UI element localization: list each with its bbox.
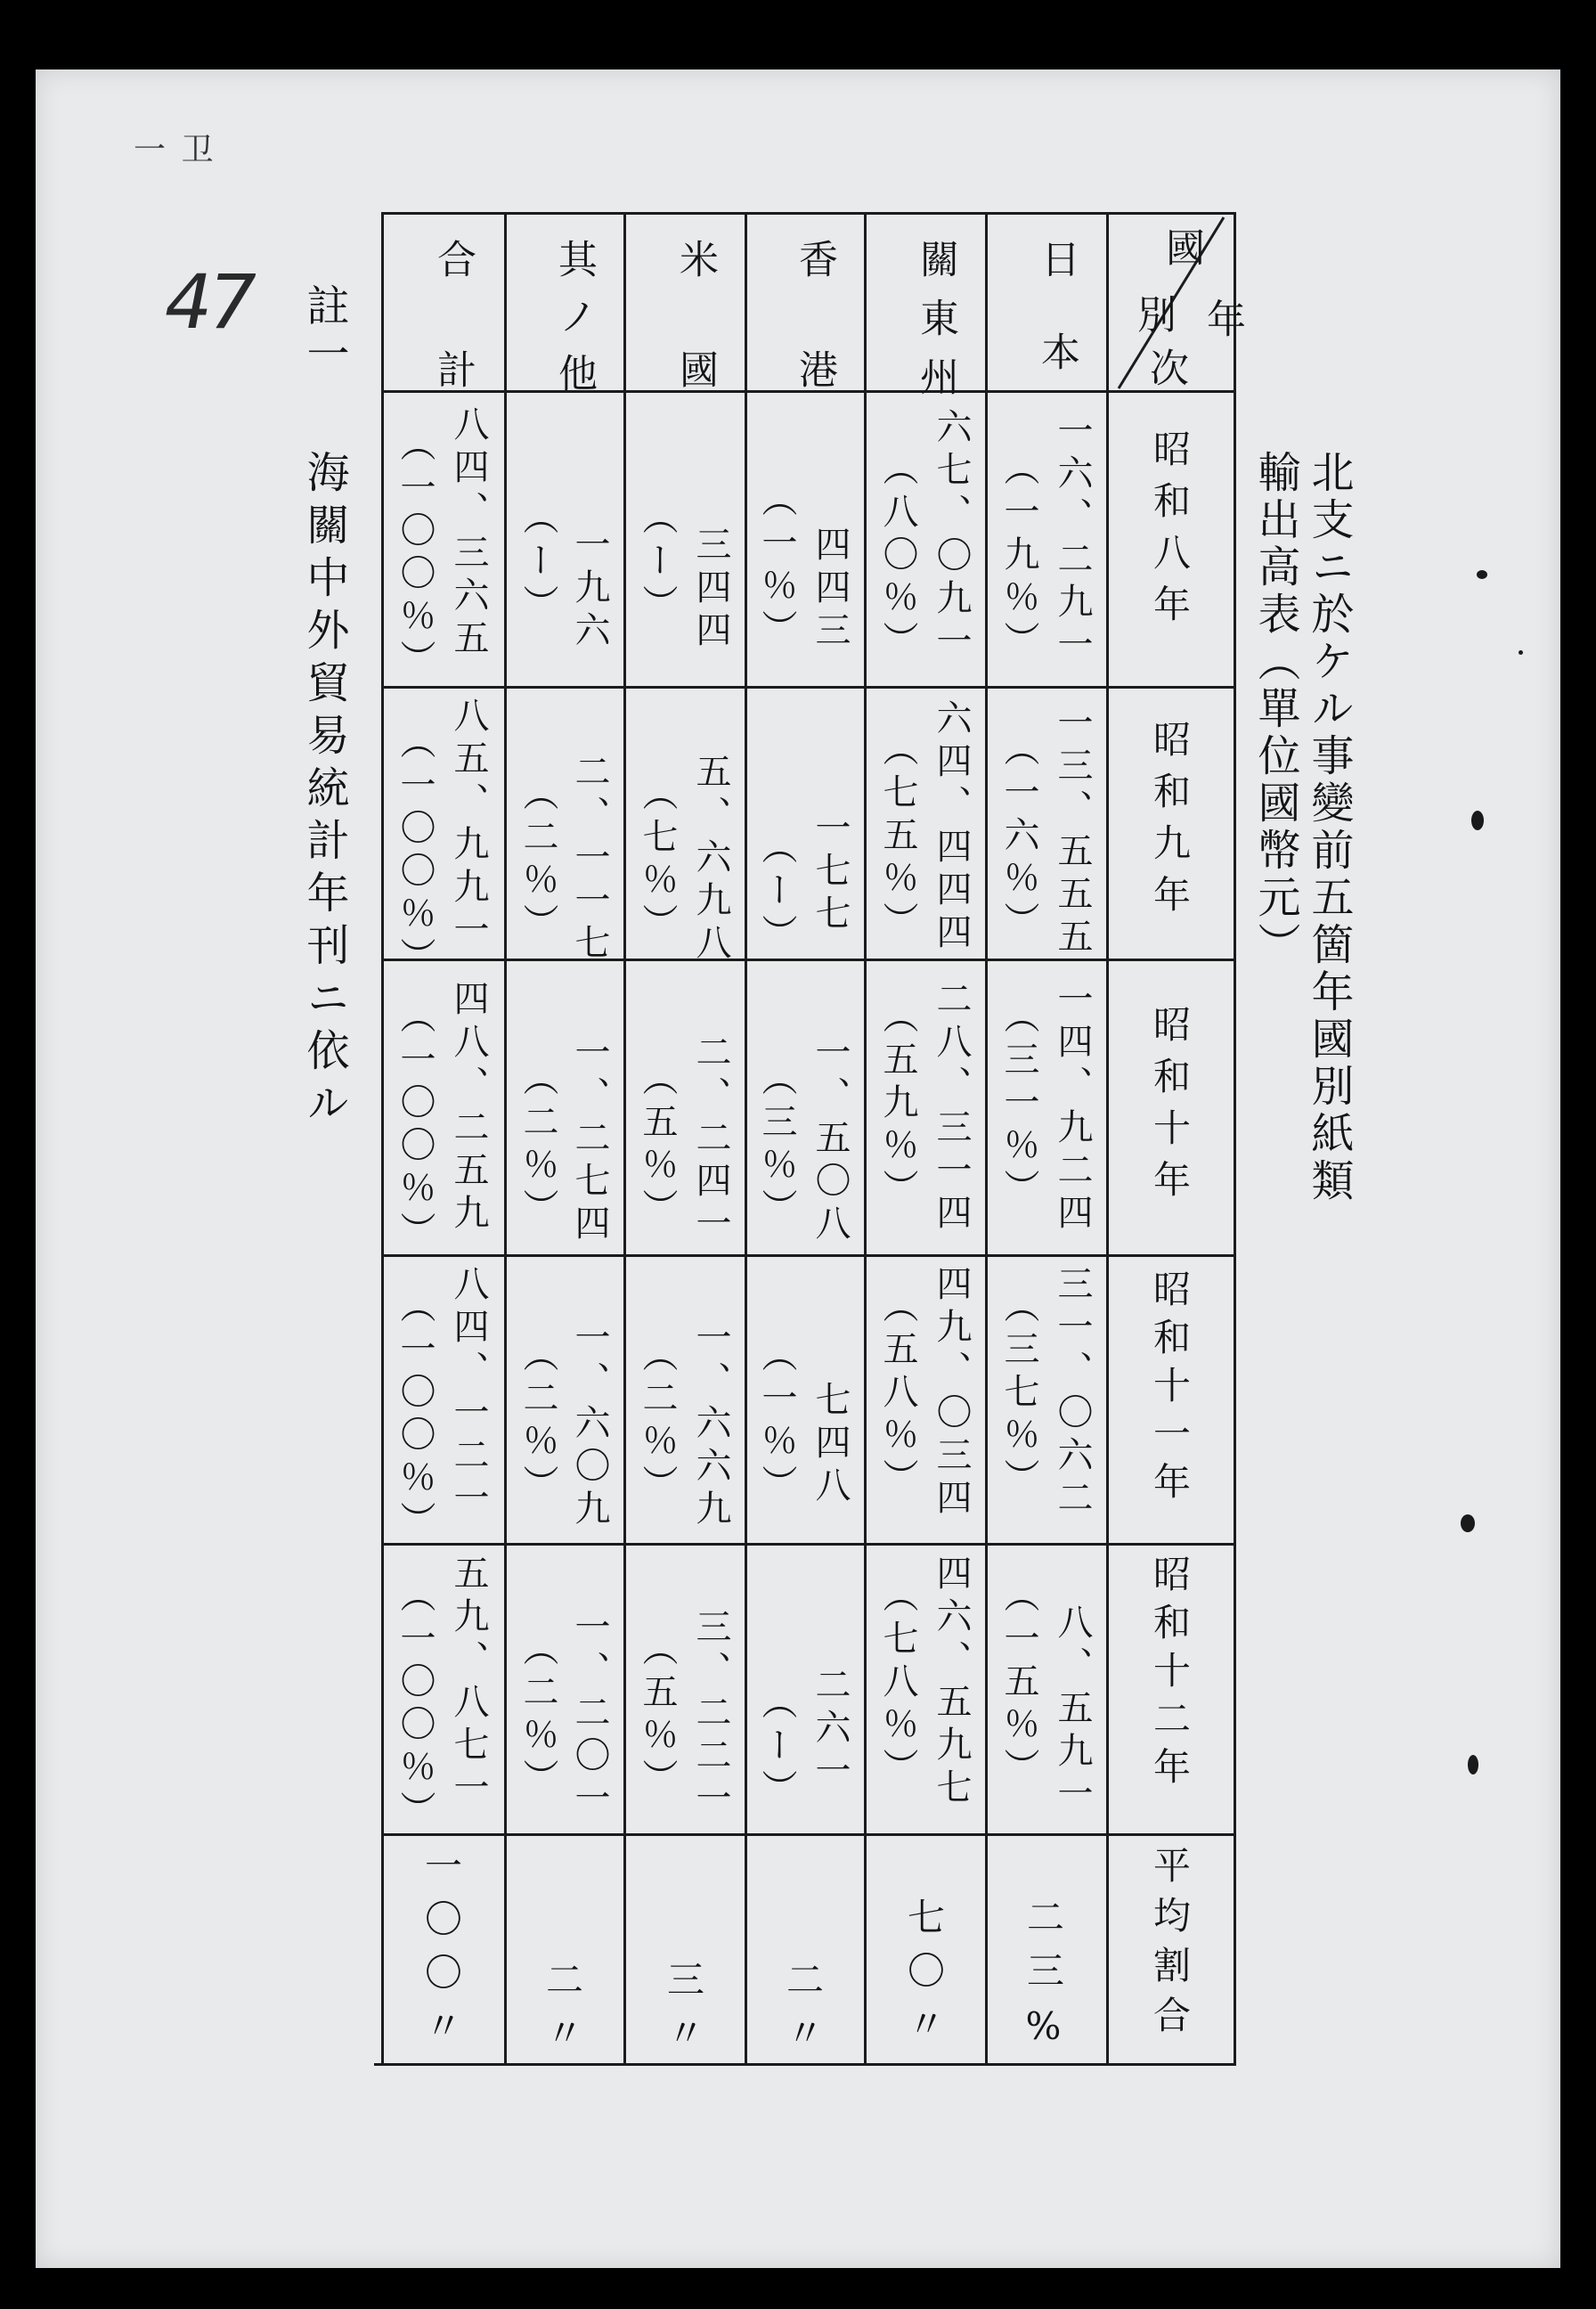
- cell-others-value: 一、六〇九: [569, 1318, 610, 1532]
- cell-usa-value: 五、六九八: [690, 753, 731, 967]
- column-divider: [985, 212, 988, 2065]
- cell-hongkong-value: 四四三: [810, 526, 851, 654]
- scan-speck: [1461, 1514, 1475, 1532]
- cell-others-percent: （二％）: [517, 1336, 558, 1507]
- average-others: 二〃: [541, 1960, 584, 2067]
- cell-usa-percent: （二％）: [637, 1336, 678, 1507]
- cell-total-value: 八四、三六五: [448, 405, 489, 662]
- column-divider: [623, 212, 626, 2065]
- average-hongkong: 二〃: [781, 1960, 825, 2067]
- note-text: 海關中外貿易統計年刊ニ依ル: [299, 450, 349, 1133]
- cell-japan-value: 一四、九二四: [1052, 980, 1093, 1236]
- average-usa: 三〃: [662, 1960, 705, 2067]
- cell-japan-value: 八、五九一: [1052, 1603, 1093, 1817]
- cell-hongkong-percent: （ー）: [756, 828, 797, 957]
- cell-japan-value: 三一、〇六二: [1052, 1265, 1093, 1522]
- cell-others-value: 一九六: [569, 526, 610, 654]
- cell-total-percent: （一〇〇％）: [395, 1577, 436, 1833]
- page-number: 47: [165, 258, 253, 346]
- year-label: 昭和十年: [1148, 1005, 1192, 1212]
- cell-hongkong-value: 七四八: [810, 1381, 851, 1509]
- cell-usa-percent: （七％）: [637, 775, 678, 946]
- cell-usa-value: 一、六六九: [690, 1318, 731, 1532]
- cell-hongkong-value: 一七七: [810, 809, 851, 937]
- scan-speck: [1471, 811, 1484, 830]
- cell-kwantung-value: 二八、三一四: [931, 980, 972, 1236]
- cell-kwantung-percent: （五八％）: [877, 1287, 918, 1501]
- header-others: 其ノ他: [551, 239, 597, 410]
- scan-speck: [1519, 650, 1523, 655]
- header-corner-country-2: 別: [1130, 294, 1176, 333]
- cell-hongkong-percent: （一％）: [756, 481, 797, 652]
- scan-speck: [1477, 570, 1487, 579]
- cell-kwantung-value: 六七、〇九一: [931, 408, 972, 665]
- header-hongkong: 香港: [792, 239, 837, 460]
- title-line-2: 輸出高表（單位國幣元）: [1250, 450, 1300, 969]
- cell-usa-value: 二、二四一: [690, 1033, 731, 1247]
- column-divider: [864, 212, 867, 2065]
- year-label: 昭和十二年: [1148, 1554, 1192, 1795]
- cell-hongkong-value: 二六一: [810, 1666, 851, 1794]
- average-kwantung: 七〇〃: [902, 1897, 946, 2058]
- cell-others-percent: （二％）: [517, 1630, 558, 1801]
- cell-total-percent: （一〇〇％）: [395, 723, 436, 980]
- cell-kwantung-value: 六四、四四四: [931, 699, 972, 956]
- header-corner-year: 年: [1200, 298, 1245, 338]
- scan-speck: [1468, 1755, 1478, 1775]
- cell-usa-value: 三、二二一: [690, 1608, 731, 1822]
- cell-japan-percent: （一九％）: [998, 450, 1039, 664]
- header-usa: 米國: [672, 239, 718, 460]
- column-divider: [1106, 212, 1109, 2065]
- column-divider: [745, 212, 747, 2065]
- year-label: 昭和八年: [1148, 429, 1192, 636]
- note-label: 註一: [299, 283, 349, 379]
- cell-kwantung-percent: （五九％）: [877, 998, 918, 1212]
- cell-total-percent: （一〇〇％）: [395, 998, 436, 1254]
- cell-hongkong-percent: （三％）: [756, 1060, 797, 1231]
- cell-japan-percent: （一六％）: [998, 730, 1039, 944]
- cell-hongkong-percent: （ー）: [756, 1684, 797, 1812]
- cell-hongkong-value: 一、五〇八: [810, 1033, 851, 1247]
- table-border-right: [1234, 212, 1236, 2065]
- top-mark: 一 卫: [134, 132, 212, 168]
- cell-usa-value: 三四四: [690, 526, 731, 654]
- year-label: 昭和九年: [1148, 720, 1192, 926]
- cell-total-value: 五九、八七一: [448, 1554, 489, 1811]
- cell-others-value: 一、二〇一: [569, 1608, 610, 1822]
- cell-kwantung-percent: （七五％）: [877, 730, 918, 944]
- cell-total-value: 八四、一二一: [448, 1265, 489, 1522]
- cell-japan-value: 一六、二九一: [1052, 412, 1093, 668]
- cell-japan-percent: （三七％）: [998, 1287, 1039, 1501]
- cell-hongkong-percent: （一％）: [756, 1336, 797, 1507]
- table-border-left: [381, 212, 384, 2065]
- cell-others-percent: （二％）: [517, 775, 558, 946]
- title-line-1: 北支ニ於ケル事變前五箇年國別紙類: [1304, 450, 1354, 1205]
- cell-kwantung-value: 四九、〇三四: [931, 1265, 972, 1522]
- cell-kwantung-value: 四六、五九七: [931, 1554, 972, 1811]
- cell-others-percent: （ー）: [517, 499, 558, 627]
- cell-japan-value: 一三、五五五: [1052, 704, 1093, 960]
- cell-usa-percent: （五％）: [637, 1630, 678, 1801]
- average-label: 平均割合: [1148, 1846, 1192, 2045]
- cell-usa-percent: （五％）: [637, 1060, 678, 1231]
- average-total: 一〇〇〃: [419, 1846, 463, 2060]
- cell-total-percent: （一〇〇％）: [395, 1287, 436, 1544]
- cell-others-value: 一、二七四: [569, 1033, 610, 1247]
- cell-japan-percent: （一五％）: [998, 1577, 1039, 1791]
- year-label: 昭和十一年: [1148, 1269, 1192, 1510]
- cell-others-percent: （二％）: [517, 1060, 558, 1231]
- average-japan: 二三%: [1022, 1897, 1065, 2064]
- header-corner-country: 國: [1159, 227, 1204, 266]
- cell-kwantung-percent: （八〇％）: [877, 450, 918, 664]
- cell-total-value: 四八、二五九: [448, 980, 489, 1236]
- cell-others-value: 二、一一七: [569, 753, 610, 967]
- header-total: 合計: [430, 239, 476, 460]
- cell-total-percent: （一〇〇％）: [395, 426, 436, 682]
- cell-kwantung-percent: （七八％）: [877, 1577, 918, 1791]
- header-kwantung: 關東州: [913, 239, 958, 415]
- cell-japan-percent: （三一％）: [998, 998, 1039, 1212]
- cell-usa-percent: （ー）: [637, 499, 678, 627]
- column-divider: [504, 212, 507, 2065]
- header-japan: 日本: [1034, 239, 1079, 424]
- cell-total-value: 八五、九九一: [448, 697, 489, 953]
- header-corner-year-2: 次: [1143, 347, 1188, 387]
